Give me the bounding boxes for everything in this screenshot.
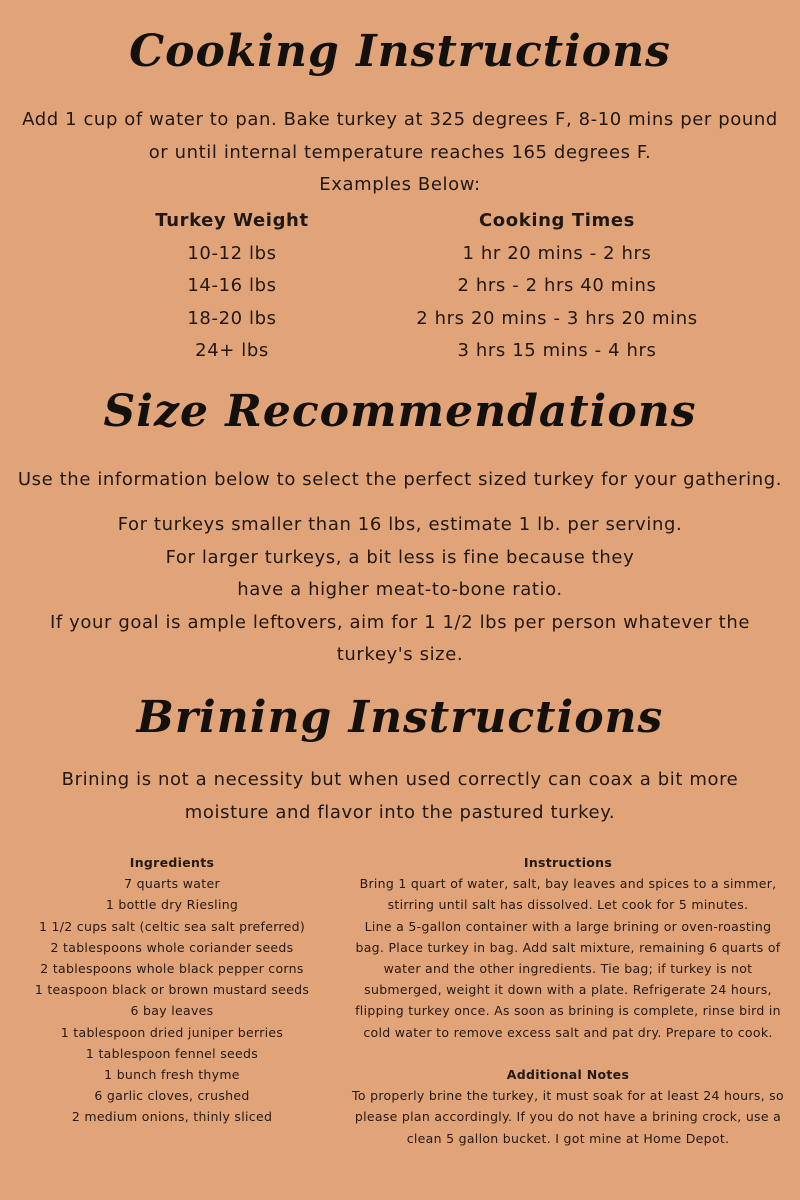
brining-intro	[0, 764, 800, 829]
note-line: To properly brine the turkey, it must soak for at least 24 hours, so	[352, 1088, 784, 1104]
ingredient-item: 2 tablespoons whole black pepper corns	[40, 961, 304, 977]
cooking-times-header: Cooking Times	[479, 210, 635, 231]
instruction-line: bag. Place turkey in bag. Add salt mixture, remaining 6 quarts of	[355, 939, 781, 955]
ingredient-item: 7 quarts water	[124, 876, 220, 892]
weight-cell: 10-12 lbs	[187, 242, 277, 264]
ingredients-header: Ingredients	[129, 855, 215, 870]
instruction-line: Bring 1 quart of water, salt, bay leaves and spices to a simmer,	[359, 876, 777, 892]
cooking-times-column	[382, 205, 732, 368]
time-cell: 2 hrs 20 mins - 3 hrs 20 mins	[416, 307, 698, 329]
size-intro: Use the information below to select the perfect sized turkey for your gathering.	[17, 469, 783, 490]
turkey-weight-header: Turkey Weight	[155, 210, 309, 231]
instruction-line: flipping turkey once. As soon as brining is complete, rinse bird in	[355, 1003, 781, 1019]
size-line: have a higher meat-to-bone ratio.	[237, 579, 563, 600]
instruction-line: Line a 5-gallon container with a large brining or oven-roasting	[364, 918, 772, 934]
time-cell: 3 hrs 15 mins - 4 hrs	[457, 340, 657, 361]
spacer	[352, 1043, 784, 1064]
ingredient-item: 1 tablespoon fennel seeds	[85, 1045, 259, 1061]
ingredient-item: 6 bay leaves	[130, 1003, 214, 1019]
size-lines	[0, 509, 800, 672]
instruction-line: cold water to remove excess salt and pat dry. Prepare to cook.	[363, 1024, 773, 1040]
instruction-line: submerged, weight it down with a plate. Refrigerate 24 hours,	[364, 982, 772, 998]
cooking-intro	[0, 104, 800, 202]
cooking-intro-line: Add 1 cup of water to pan. Bake turkey at 325 degrees F, 8-10 mins per pound	[22, 109, 778, 130]
instruction-line: stirring until salt has dissolved. Let cook for 5 minutes.	[387, 897, 749, 913]
brining-intro-line: Brining is not a necessity but when used correctly can coax a bit more	[61, 769, 739, 790]
ingredient-item: 1 bunch fresh thyme	[104, 1067, 240, 1083]
ingredient-item: 2 tablespoons whole coriander seeds	[50, 939, 294, 955]
ingredient-item: 1 teaspoon black or brown mustard seeds	[34, 982, 310, 998]
instruction-line: water and the other ingredients. Tie bag; if turkey is not	[383, 961, 753, 977]
instructions-block	[352, 852, 784, 1149]
size-line: For larger turkeys, a bit less is fine because they	[165, 546, 635, 568]
note-line: please plan accordingly. If you do not have a brining crock, use a	[354, 1109, 782, 1125]
brining-intro-line: moisture and flavor into the pastured turkey.	[184, 801, 616, 823]
ingredient-item: 1 1/2 cups salt (celtic sea salt preferred)	[38, 918, 305, 934]
weight-cell: 18-20 lbs	[187, 307, 277, 329]
ingredient-item: 6 garlic cloves, crushed	[94, 1088, 250, 1104]
weight-cell: 14-16 lbs	[187, 275, 277, 296]
ingredient-item: 1 tablespoon dried juniper berries	[60, 1024, 284, 1040]
time-cell: 1 hr 20 mins - 2 hrs	[462, 242, 652, 264]
instructions-header: Instructions	[523, 855, 613, 870]
cooking-intro-line: or until internal temperature reaches 165 degrees F.	[148, 141, 652, 163]
ingredient-item: 2 medium onions, thinly sliced	[71, 1109, 273, 1125]
size-line: For turkeys smaller than 16 lbs, estimate 1 lb. per serving.	[117, 514, 683, 535]
additional-notes-header: Additional Notes	[506, 1067, 630, 1083]
time-cell: 2 hrs - 2 hrs 40 mins	[457, 275, 657, 296]
cooking-title: Cooking Instructions	[129, 26, 671, 77]
brining-title: Brining Instructions	[136, 692, 664, 743]
size-line: turkey's size.	[336, 644, 464, 665]
examples-label: Examples Below:	[319, 174, 481, 195]
size-line: If your goal is ample leftovers, aim for 1 1/2 lbs per person whatever the	[49, 611, 751, 633]
turkey-weight-column	[112, 205, 352, 368]
ingredient-item: 1 bottle dry Riesling	[105, 897, 239, 913]
note-line: clean 5 gallon bucket. I got mine at Home Depot.	[406, 1130, 730, 1146]
weight-cell: 24+ lbs	[195, 340, 269, 361]
ingredients-list	[22, 852, 322, 1128]
size-title: Size Recommendations	[103, 386, 697, 437]
